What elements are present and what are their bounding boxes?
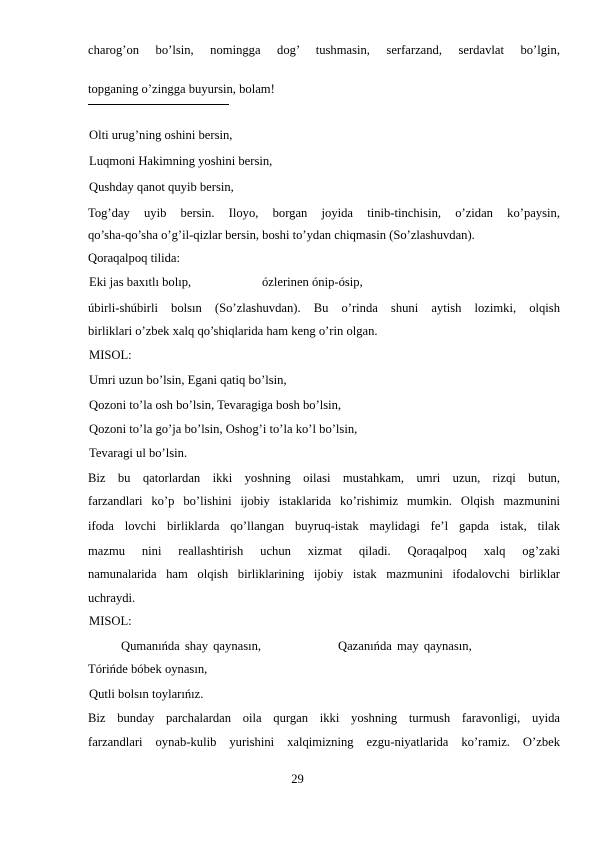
text-line: birliklari o’zbek xalq qo’shiqlarida ham keng o’rin olgan.: [88, 324, 378, 338]
text-line: topganing o’zingga buyursin, bolam!: [88, 82, 275, 96]
verse-line: Olti urug’ning oshini bersin,: [89, 128, 233, 142]
verse-line: Umri uzun bo’lsin, Egani qatiq bo’lsin,: [89, 373, 287, 387]
text-line: Qoraqalpoq tilida:: [88, 251, 180, 265]
verse-line: Tórińde bóbek oynasın,: [88, 662, 208, 676]
text-line: charog’on bo’lsin, nomingga dog’ tushmasin, serfarzand, serdavlat bo’lgin,: [88, 43, 560, 57]
verse-line: Eki jas baxıtlı bolıp,: [89, 275, 192, 289]
text-line: namunalarida ham olqish birliklarining ijobiy istak mazmunini ifodalovchi birliklar: [88, 567, 560, 581]
text-line: mazmu nini reallashtirish uchun xizmat qiladi. Qoraqalpoq xalq og’zaki: [88, 544, 560, 558]
verse-line: Qozoni to’la go’ja bo’lsin, Oshog’i to’la ko’l bo’lsin,: [89, 422, 358, 436]
misol-label: MISOL:: [89, 614, 132, 628]
separator-rule: [88, 104, 229, 105]
verse-line: ózlerinen ónip-ósip,: [262, 275, 363, 289]
verse-line: Tevaragi ul bo’lsin.: [89, 446, 188, 460]
text-line: úbirli-shúbirli bolsın (So’zlashuvdan). Bu o’rinda shuni aytish lozimki, olqish: [88, 301, 560, 315]
text-line: ifoda lovchi birliklarda qo’llangan buyruq-istak maylidagi fe’l gapda istak, tilak: [88, 519, 560, 533]
verse-line: Qutli bolsın toylarıńız.: [89, 687, 204, 701]
text-line: Biz bu qatorlardan ikki yoshning oilasi mustahkam, umri uzun, rizqi butun,: [88, 471, 560, 485]
text-line: farzandlari ko’p bo’lishini ijobiy istaklarida ko’rishimiz mumkin. Olqish mazmunini: [88, 494, 560, 508]
verse-line: Qumanıńda shay qaynasın,: [121, 639, 262, 653]
text-line: Biz bunday parchalardan oila qurgan ikki yoshning turmush faravonligi, uyida: [88, 711, 560, 725]
verse-line: Luqmoni Hakimning yoshini bersin,: [89, 154, 273, 168]
text-line: Tog’day uyib bersin. Iloyo, borgan joyida tinib-tinchisin, o’zidan ko’paysin,: [88, 206, 560, 220]
verse-line: Qazanıńda may qaynasın,: [338, 639, 472, 653]
text-line: qo’sha-qo’sha o’g’il-qizlar bersin, boshi to’ydan chiqmasin (So’zlashuvdan).: [88, 228, 475, 242]
verse-line: Qozoni to’la osh bo’lsin, Tevaragiga bosh bo’lsin,: [89, 398, 342, 412]
misol-label: MISOL:: [89, 348, 132, 362]
verse-line: Qushday qanot quyib bersin,: [89, 180, 234, 194]
text-line: farzandlari oynab-kulib yurishini xalqimizning ezgu-niyatlarida ko’ramiz. O’zbek: [88, 735, 560, 749]
text-line: uchraydi.: [88, 591, 136, 605]
page-number: 29: [291, 772, 304, 786]
